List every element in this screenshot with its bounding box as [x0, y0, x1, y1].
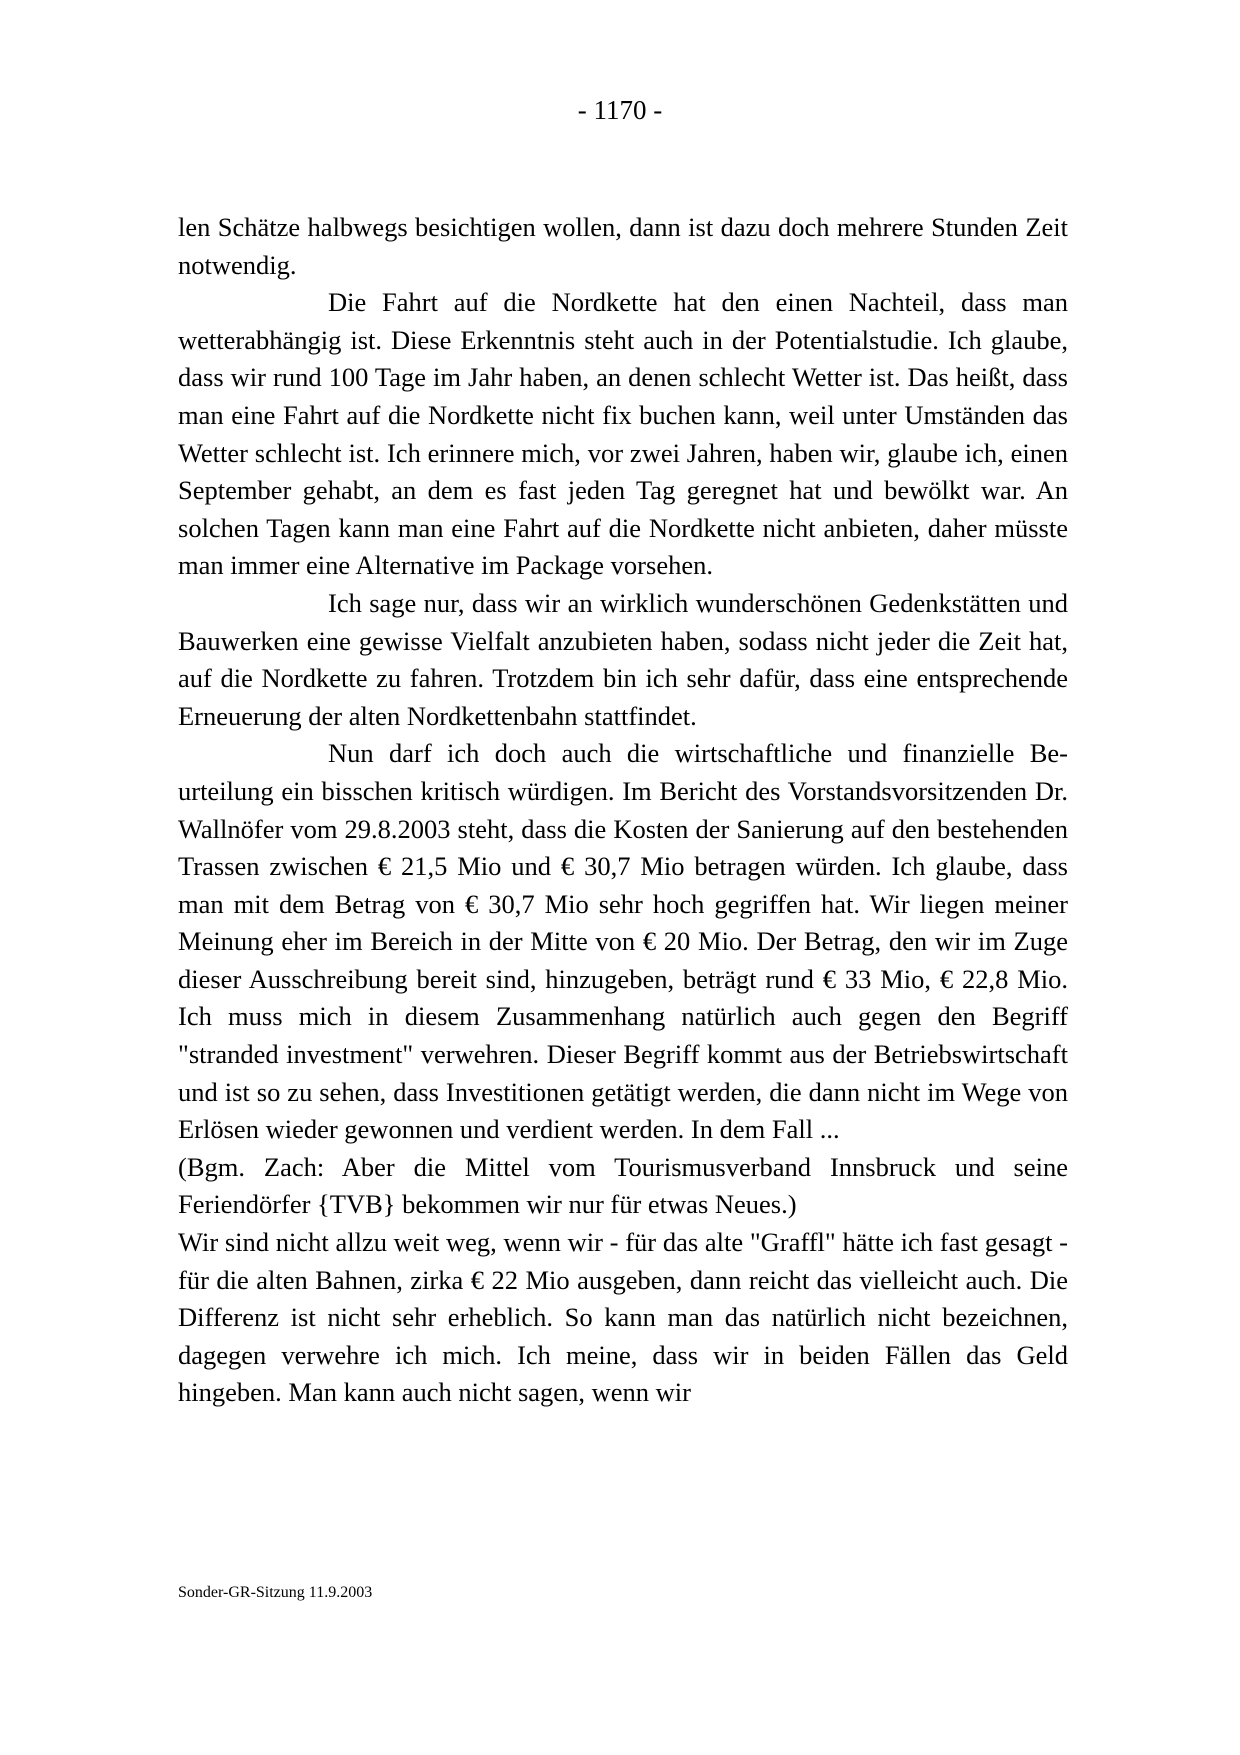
- paragraph-monuments: Ich sage nur, dass wir an wirklich wunderschönen Gedenkstätten und Bauwerken eine gewisse Vielfalt anzubieten haben, sodass nicht jeder die Zeit hat, auf die Nordkette zu fahren. Trotzdem bin ich sehr dafür, dass eine entsprechende Erneuerung der alten Nordkettenbahn stattfindet.: [178, 587, 1068, 731]
- paragraph-continuation: len Schätze halbwegs besichtigen wollen, dann ist dazu doch mehrere Stunden Zeit notwendig.: [178, 212, 1068, 280]
- footer-session-label: Sonder-GR-Sitzung 11.9.2003: [178, 1584, 373, 1601]
- paragraph-interjection: (Bgm. Zach: Aber die Mittel vom Tourismusverband Innsbruck und seine Feriendörfer {TVB} bekommen wir nur für etwas Neues.): [178, 1151, 1068, 1220]
- page-number: - 1170 -: [577, 95, 663, 125]
- paragraph-financial-assessment: Nun darf ich doch auch die wirtschaftliche und finanzielle Beurteilung ein bisschen kritisch würdigen. Im Bericht des Vorstandsvorsitzenden Dr. Wallnöfer vom 29.8.2003 steht, dass die Kosten der Sanierung auf den bestehenden Trassen zwischen € 21,5 Mio und € 30,7 Mio betragen würden. Ich glaube, dass man mit dem Betrag von € 30,7 Mio sehr hoch gegriffen hat. Wir liegen meiner Meinung eher im Bereich in der Mitte von € 20 Mio. Der Betrag, den wir im Zuge dieser Ausschreibung bereit sind, hinzugeben, beträgt rund € 33 Mio, € 22,8 Mio. Ich muss mich in diesem Zusammenhang natürlich auch gegen den Begriff "stranded investment" verwehren. Dieser Begriff kommt aus der Betriebswirtschaft und ist so zu sehen, dass Investitionen getätigt werden, die dann nicht im Wege von Erlösen wieder gewonnen und verdient werden. In dem Fall ...: [178, 738, 1068, 1145]
- paragraph-closing: Wir sind nicht allzu weit weg, wenn wir - für das alte "Graffl" hätte ich fast gesagt - für die alten Bahnen, zirka € 22 Mio ausgeben, dann reicht das vielleicht auch. Die Differenz ist nicht sehr erheblich. So kann man das natürlich nicht bezeichnen, dagegen verwehre ich mich. Ich meine, dass wir in beiden Fällen das Geld hingeben. Man kann auch nicht sagen, wenn wir: [178, 1227, 1068, 1408]
- paragraph-nordkette-weather: Die Fahrt auf die Nordkette hat den einen Nachteil, dass man wetterabhängig ist. Diese Erkenntnis steht auch in der Potentialstudie. Ich glaube, dass wir rund 100 Tage im Jahr haben, an denen schlecht Wetter ist. Das heißt, dass man eine Fahrt auf die Nordkette nicht fix buchen kann, weil unter Umständen das Wetter schlecht ist. Ich erinnere mich, vor zwei Jahren, haben wir, glaube ich, einen September gehabt, an dem es fast jeden Tag geregnet hat und bewölkt war. An solchen Tagen kann man eine Fahrt auf die Nordkette nicht anbieten, daher müsste man immer eine Alternative im Package vorsehen.: [178, 287, 1068, 581]
- document-body: [178, 209, 1068, 1412]
